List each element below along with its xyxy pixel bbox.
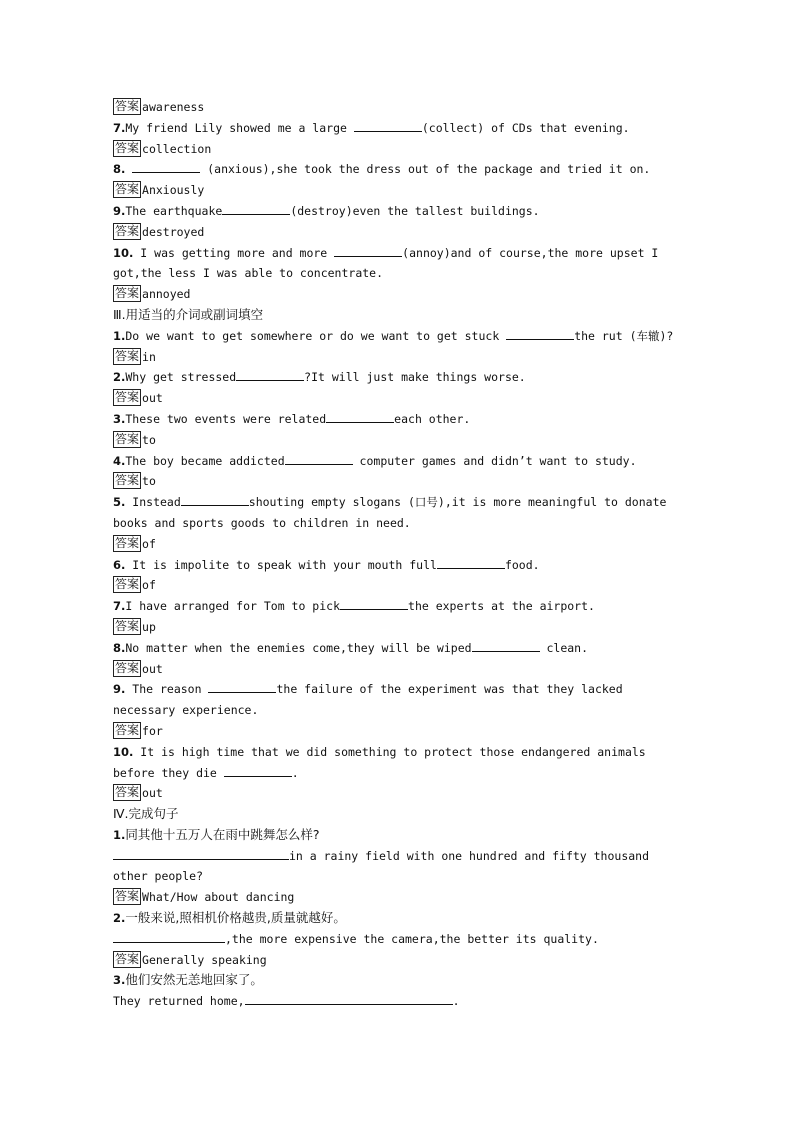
answer-prompt-line (113, 991, 685, 1012)
answer-tag: 答案 (115, 223, 140, 238)
answer-blank (181, 493, 249, 506)
answer-tag: 答案 (115, 535, 140, 550)
answer-text: Generally speaking (142, 952, 267, 967)
question-number: 7. (113, 599, 126, 614)
question-text: (annoy)and of course,the more upset I got,the less I was able to concentrate. (113, 245, 666, 281)
question-text: the rut (车辙)? (574, 328, 674, 343)
question-line (113, 596, 685, 617)
question-text-chinese: 一般来说,照相机价格越贵,质量就越好。 (125, 910, 346, 926)
answer-tag: 答案 (115, 140, 140, 155)
question-text: Instead (125, 495, 181, 510)
answer-blank (340, 597, 408, 610)
answer-line (113, 139, 685, 160)
answer-line (113, 534, 685, 555)
question-line (113, 326, 685, 347)
answer-line (113, 659, 685, 680)
answer-tag: 答案 (115, 348, 140, 363)
answer-tag: 答案 (115, 660, 140, 675)
question-number: 10. (113, 245, 134, 260)
question-text: I have arranged for Tom to pick (125, 599, 341, 614)
answer-blank (113, 930, 225, 943)
answer-tag: 答案 (115, 722, 140, 737)
answer-line (113, 471, 685, 492)
answer-text: of (142, 578, 156, 593)
question-number: 9. (113, 203, 126, 218)
question-line (113, 243, 685, 285)
answer-blank (437, 556, 505, 569)
answer-line (113, 222, 685, 243)
answer-line (113, 950, 685, 971)
answer-tag: 答案 (115, 577, 140, 592)
question-text: clean. (539, 640, 589, 655)
answer-line (113, 887, 685, 908)
question-number: 2. (113, 370, 126, 385)
question-text: in a rainy field with one hundred and fifty thousand other people? (113, 848, 656, 884)
question-number: 10. (113, 744, 134, 759)
question-number: 4. (113, 453, 126, 468)
answer-line (113, 617, 685, 638)
question-text: ?It will just make things worse. (304, 370, 526, 385)
answer-blank (113, 847, 289, 860)
answer-text: out (142, 391, 163, 406)
question-line (113, 742, 685, 784)
question-text: ,the more expensive the camera,the better its quality. (225, 931, 599, 946)
answer-tag: 答案 (115, 951, 140, 966)
question-line (113, 201, 685, 222)
answer-prompt-line (113, 846, 685, 888)
answer-line (113, 97, 685, 118)
answer-text: out (142, 786, 163, 801)
question-number: 8. (113, 162, 126, 177)
question-text: These two events were related (125, 411, 327, 426)
answer-text: Anxiously (142, 183, 205, 198)
question-text: It is impolite to speak with your mouth full (125, 557, 437, 572)
answer-blank (236, 368, 304, 381)
question-text: (destroy)even the tallest buildings. (290, 203, 540, 218)
question-text-chinese: 同其他十五万人在雨中跳舞怎么样? (125, 826, 320, 842)
question-number: 3. (113, 411, 126, 426)
section-heading: Ⅳ.完成句子 (113, 806, 179, 822)
question-line (113, 409, 685, 430)
exercise-content (113, 97, 685, 1012)
answer-tag: 答案 (115, 785, 140, 800)
answer-tag: 答案 (115, 99, 140, 113)
answer-tag: 答案 (115, 390, 140, 405)
question-text: Why get stressed (125, 370, 237, 385)
answer-tag: 答案 (115, 286, 140, 301)
answer-text: in (142, 349, 156, 364)
section-heading: Ⅲ.用适当的介词或副词填空 (113, 306, 264, 322)
question-number: 1. (113, 827, 126, 842)
answer-blank (285, 452, 353, 465)
question-line (113, 970, 685, 991)
question-line (113, 638, 685, 659)
question-line (113, 825, 685, 846)
question-text: It is high time that we did something to protect those endangered animals before they die (113, 744, 653, 780)
answer-blank (208, 680, 276, 693)
question-text: They returned home, (113, 994, 245, 1009)
question-text: The reason (125, 682, 209, 697)
question-text: My friend Lily showed me a large (125, 120, 354, 135)
answer-text: awareness (142, 100, 205, 114)
question-number: 8. (113, 640, 126, 655)
answer-line (113, 721, 685, 742)
question-text: the failure of the experiment was that they lacked necessary experience. (113, 682, 630, 718)
question-line (113, 908, 685, 929)
question-text: food. (504, 557, 540, 572)
question-text: shouting empty slogans (口号),it is more meaningful to donate books and sports goods to children in need. (113, 495, 674, 530)
answer-tag: 答案 (115, 473, 140, 488)
answer-blank (506, 327, 574, 340)
question-line (113, 118, 685, 139)
answer-blank (222, 202, 290, 215)
answer-text: collection (142, 141, 212, 156)
question-text-chinese: 他们安然无恙地回家了。 (125, 972, 263, 988)
question-text: I was getting more and more (133, 245, 335, 260)
answer-text: for (142, 723, 163, 738)
answer-blank (224, 764, 292, 777)
question-number: 9. (113, 682, 126, 697)
answer-text: to (142, 432, 156, 447)
question-line (113, 679, 685, 721)
answer-line (113, 347, 685, 368)
answer-line (113, 575, 685, 596)
answer-line (113, 284, 685, 305)
answer-tag: 答案 (115, 431, 140, 446)
question-text: Do we want to get somewhere or do we want to get stuck (125, 328, 507, 343)
question-text (125, 162, 132, 176)
question-number: 2. (113, 911, 126, 926)
answer-line (113, 430, 685, 451)
answer-text: What/How about dancing (142, 890, 295, 905)
question-text: . (291, 765, 299, 780)
answer-blank (326, 410, 394, 423)
question-line (113, 159, 685, 180)
answer-text: annoyed (142, 287, 191, 302)
question-text: computer games and didn’t want to study. (352, 453, 637, 468)
question-line (113, 492, 685, 534)
answer-blank (334, 244, 402, 257)
question-number: 6. (113, 557, 126, 572)
answer-line (113, 388, 685, 409)
question-number: 3. (113, 973, 126, 988)
answer-blank (472, 639, 540, 652)
answer-text: destroyed (142, 224, 205, 239)
answer-text: out (142, 661, 163, 676)
question-number: 7. (113, 120, 126, 135)
answer-blank (354, 119, 422, 132)
answer-prompt-line (113, 929, 685, 950)
question-text: each other. (394, 411, 471, 426)
answer-line (113, 180, 685, 201)
answer-tag: 答案 (115, 182, 140, 197)
question-line (113, 367, 685, 388)
answer-tag: 答案 (115, 889, 140, 904)
answer-blank (132, 160, 200, 173)
question-text: (collect) of CDs that evening. (421, 120, 630, 135)
question-line (113, 555, 685, 576)
answer-tag: 答案 (115, 618, 140, 633)
question-text: The boy became addicted (125, 453, 285, 468)
question-line (113, 451, 685, 472)
question-text: the experts at the airport. (408, 599, 595, 614)
question-number: 5. (113, 495, 126, 510)
question-text: The earthquake (125, 203, 223, 218)
question-text: . (452, 994, 460, 1009)
answer-text: up (142, 619, 156, 634)
question-text: (anxious),she took the dress out of the package and tried it on. (200, 162, 651, 177)
question-text: No matter when the enemies come,they will be wiped (125, 640, 472, 655)
answer-blank (245, 992, 453, 1005)
answer-text: to (142, 474, 156, 489)
question-number: 1. (113, 328, 126, 343)
answer-line (113, 783, 685, 804)
answer-text: of (142, 536, 156, 551)
